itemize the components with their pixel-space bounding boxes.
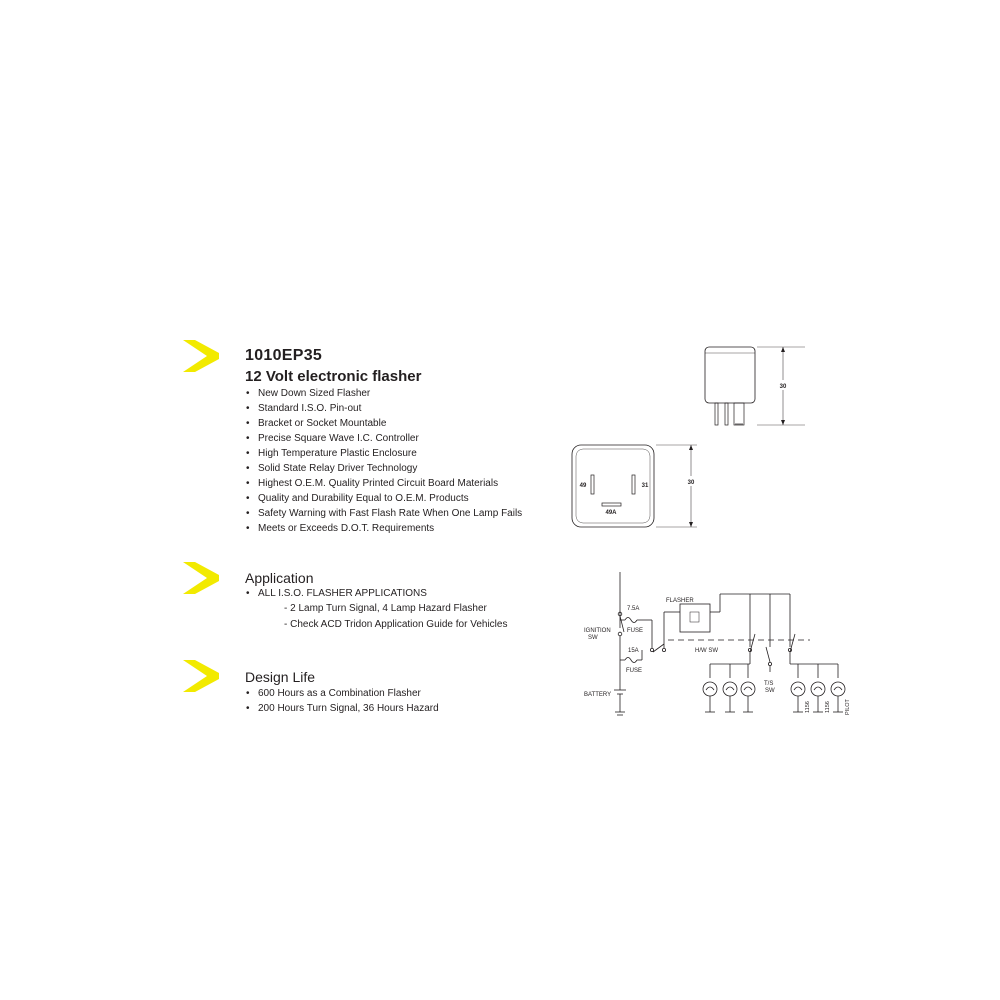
list-item: • Safety Warning with Fast Flash Rate When One Lamp Fails: [244, 506, 522, 521]
flasher-side-view: [695, 340, 810, 435]
lamp-icon: [831, 682, 845, 712]
pin-slot-49a: [602, 503, 621, 506]
application-sub-item: - 2 Lamp Turn Signal, 4 Lamp Hazard Flasher: [284, 603, 487, 614]
application-list: [244, 586, 427, 601]
list-item: • New Down Sized Flasher: [244, 386, 522, 401]
application-title: Application: [245, 570, 314, 586]
feature-list: [244, 386, 522, 536]
lamp-type-label: 1156: [805, 701, 811, 713]
design-life-title: Design Life: [245, 669, 316, 685]
list-item: • Precise Square Wave I.C. Controller: [244, 431, 522, 446]
flasher-pin: [715, 403, 718, 425]
lamp-icon: [811, 682, 825, 712]
side-height-label: 30: [779, 384, 787, 390]
ignition-switch-label: IGNITION: [584, 628, 611, 634]
pin-label-49a: 49A: [605, 510, 617, 516]
product-description: 12 Volt electronic flasher: [245, 368, 422, 385]
design-life-list: [244, 686, 439, 716]
flasher-body-outline: [705, 347, 755, 403]
list-item: • Bracket or Socket Mountable: [244, 416, 522, 431]
section-chevron-icon: [183, 340, 219, 372]
flasher-label: FLASHER: [666, 598, 694, 604]
pin-label-31: 31: [641, 483, 649, 489]
list-item: • ALL I.S.O. FLASHER APPLICATIONS: [244, 586, 427, 601]
pin-label-49: 49: [579, 483, 587, 489]
lamp-icon: [791, 682, 805, 712]
turn-signal-switch-label: T/S: [764, 681, 774, 687]
top-height-label: 30: [687, 480, 695, 486]
wiring-diagram: [580, 572, 855, 720]
list-item: • Solid State Relay Driver Technology: [244, 461, 522, 476]
pin-slot-49: [591, 475, 594, 494]
lamp-icon: [703, 682, 717, 712]
list-item: • Meets or Exceeds D.O.T. Requirements: [244, 521, 522, 536]
part-number: 1010EP35: [245, 347, 323, 364]
list-item: • Highest O.E.M. Quality Printed Circuit Board Materials: [244, 476, 522, 491]
lamp-type-label: 1156: [825, 701, 831, 713]
turn-signal-switch-label-sw: SW: [765, 688, 775, 694]
lamp-icon: [723, 682, 737, 712]
battery-label: BATTERY: [584, 692, 612, 698]
pin-slot-31: [632, 475, 635, 494]
lamp-type-label: PILOT: [845, 699, 851, 715]
list-item: • 200 Hours Turn Signal, 36 Hours Hazard: [244, 701, 439, 716]
hazard-switch-label: H/W SW: [695, 648, 718, 654]
flasher-pin: [725, 403, 728, 425]
list-item: • High Temperature Plastic Enclosure: [244, 446, 522, 461]
fuse-label-bottom: FUSE: [626, 668, 643, 674]
application-sub-item: - Check ACD Tridon Application Guide for Vehicles: [284, 619, 508, 630]
flasher-pin: [734, 403, 744, 425]
flasher-top-view: [565, 440, 710, 535]
list-item: • Standard I.S.O. Pin-out: [244, 401, 522, 416]
list-item: • 600 Hours as a Combination Flasher: [244, 686, 439, 701]
ignition-switch-label-sw: SW: [588, 635, 598, 641]
list-item: • Quality and Durability Equal to O.E.M. Products: [244, 491, 522, 506]
lamp-icon: [741, 682, 755, 712]
fuse-label-top: FUSE: [627, 628, 644, 634]
fuse-rating-bottom: 15A: [628, 648, 639, 654]
section-chevron-icon: [183, 660, 219, 692]
section-chevron-icon: [183, 562, 219, 594]
fuse-rating-top: 7.5A: [627, 606, 640, 612]
